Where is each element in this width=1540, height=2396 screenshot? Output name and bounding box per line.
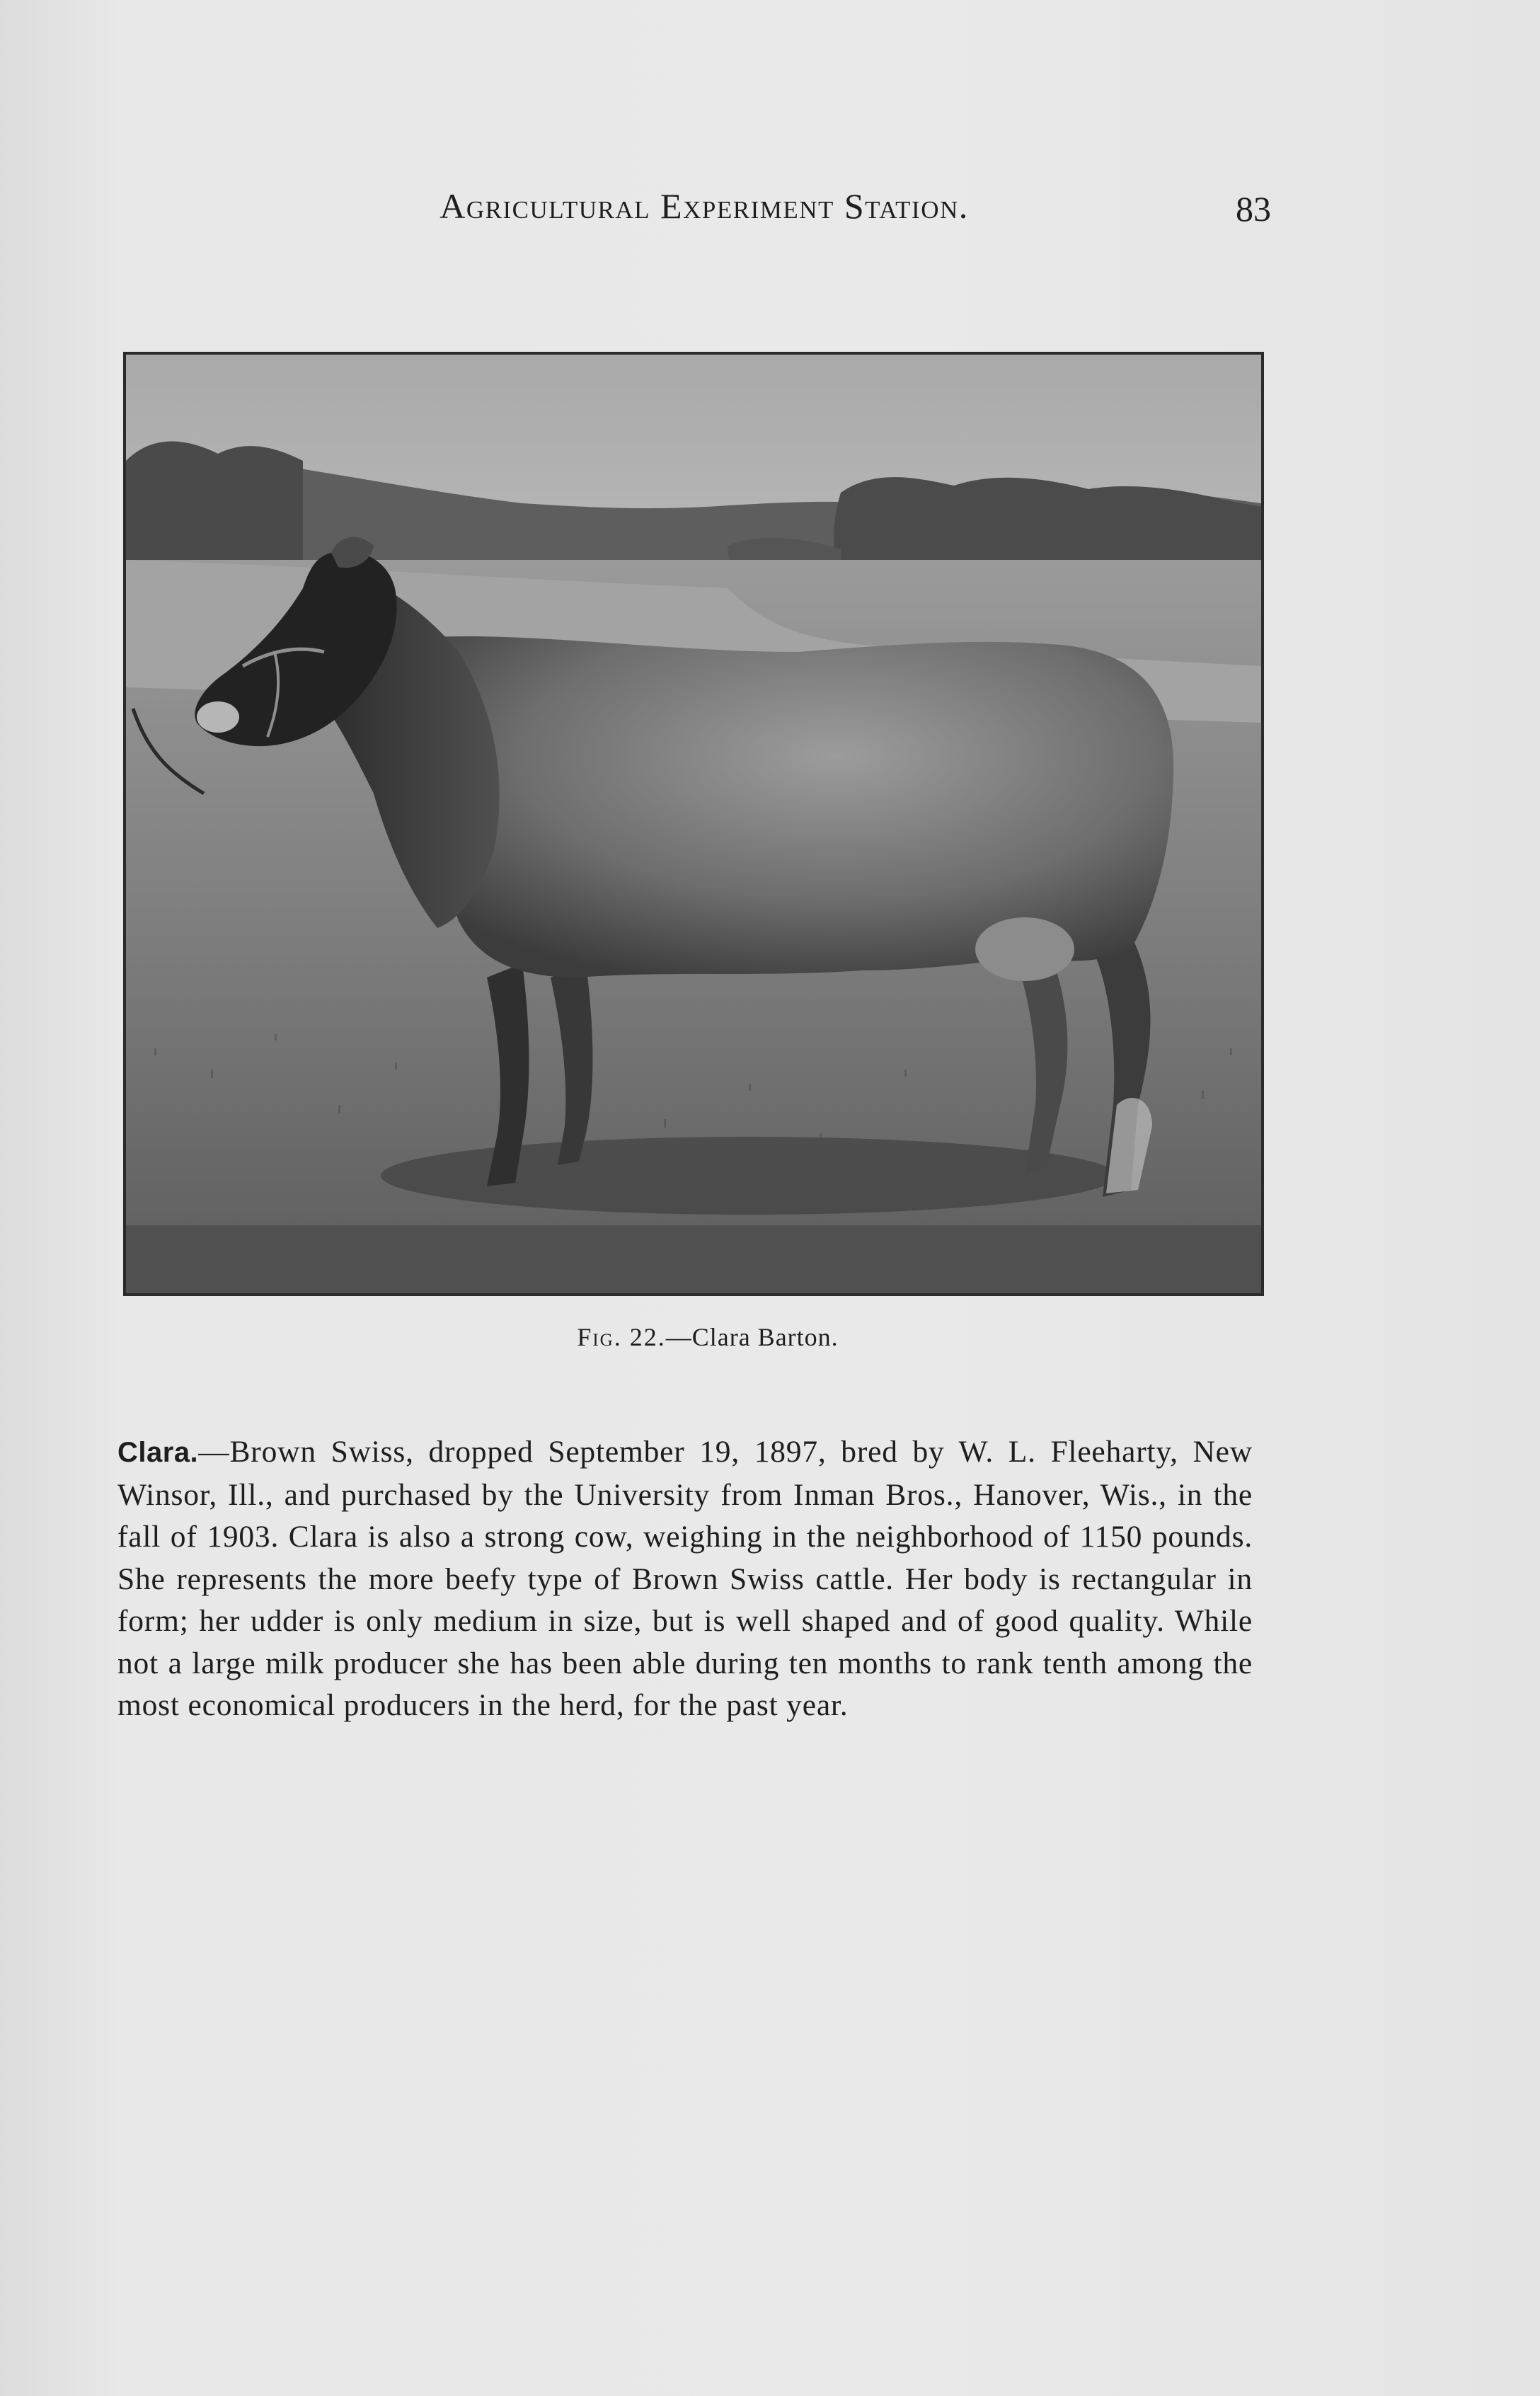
page-number: 83 <box>1236 189 1271 229</box>
figure-title: Clara Barton. <box>691 1323 839 1351</box>
paragraph-lead: Clara. <box>117 1437 199 1468</box>
body-paragraph <box>117 1431 1253 1727</box>
paragraph-text: —Brown Swiss, dropped September 19, 1897, bred by W. L. Fleeharty, New Winsor, Ill., and purchased by the University from Inman Bros., Hanover, Wis., in the fall of 1903. Clara is also a strong cow, weighing in the neighborhood of 1150 pounds. She represents the more beefy type of Brown Swiss cattle. Her body is rectangular in form; her udder is only medium in size, but is well shaped and of good quality. While not a large milk producer she has been able during ten months to rank tenth among the most economical producers in the herd, for the past year. <box>117 1435 1253 1722</box>
figure-label: Fig. 22. <box>577 1323 666 1351</box>
running-head: Agricultural Experiment Station. <box>439 186 969 226</box>
figure-dash: — <box>665 1323 692 1351</box>
figure-caption <box>425 1322 991 1352</box>
cow-photograph <box>123 352 1264 1296</box>
